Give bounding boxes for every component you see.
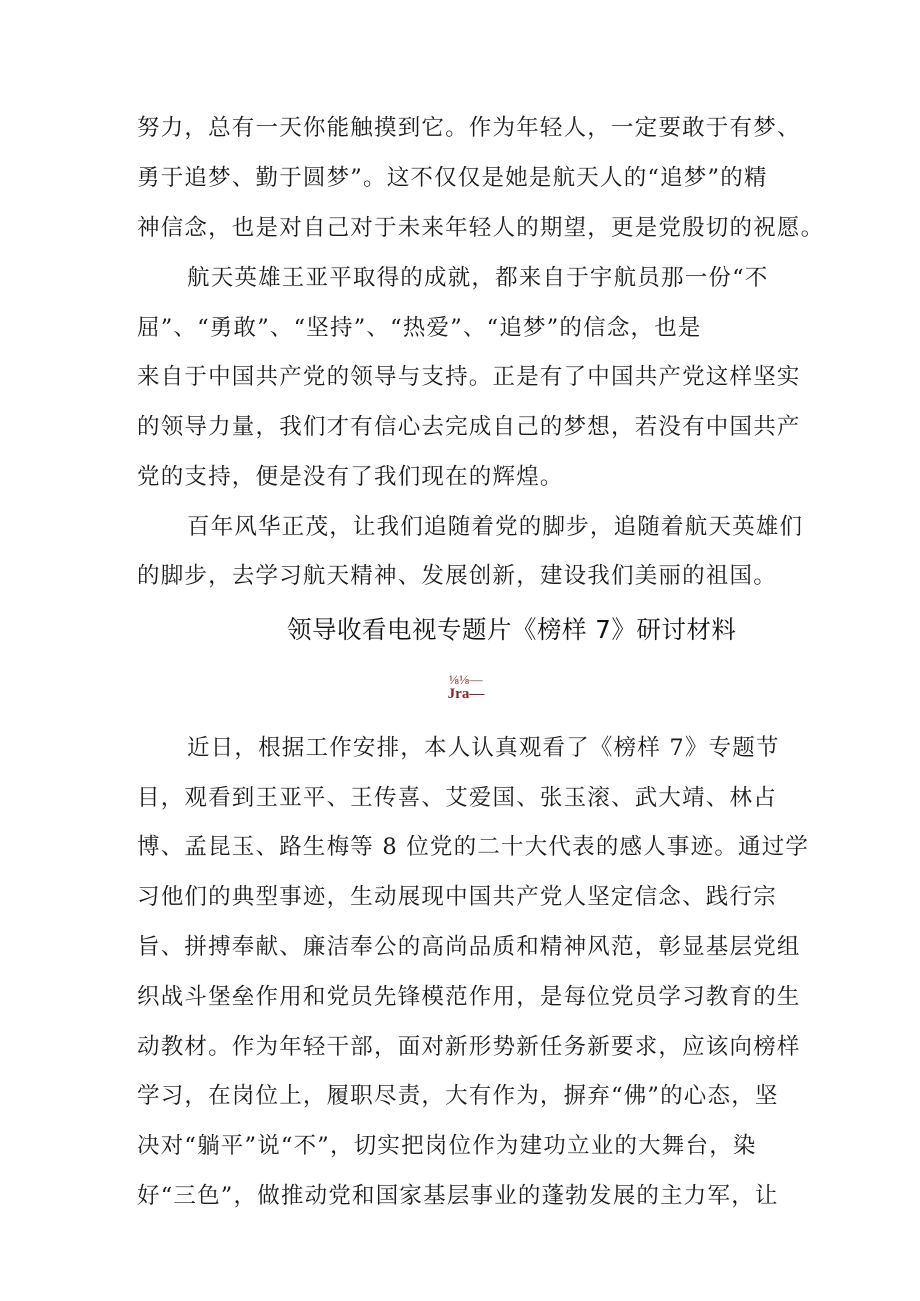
body-line: 勇于追梦、勤于圆梦”。这不仅仅是她是航天人的“追梦”的精	[137, 165, 768, 191]
body-line: 目，观看到王亚平、王传喜、艾爱国、张玉滚、武大靖、林占	[137, 785, 777, 811]
body-line-indented: 百年风华正茂，让我们追随着党的脚步，追随着航天英雄们	[187, 514, 804, 540]
body-line: 动教材。作为年轻干部，面对新形势新任务新要求，应该向榜样	[137, 1034, 801, 1060]
author-stamp	[438, 672, 494, 702]
body-line: 织战斗堡垒作用和党员先锋模范作用，是每位党员学习教育的生	[137, 984, 801, 1010]
body-line: 旨、拼搏奉献、廉洁奉公的高尚品质和精神风范，彰显基层党组	[137, 934, 801, 960]
body-line: 好“三色”，做推动党和国家基层事业的蓬勃发展的主力军，让	[137, 1183, 779, 1209]
body-line: 党的支持，便是没有了我们现在的辉煌。	[137, 464, 564, 490]
body-line: 的领导力量，我们才有信心去完成自己的梦想，若没有中国共产	[137, 414, 801, 440]
body-line-indented: 近日，根据工作安排，本人认真观看了《榜样 7》专题节	[187, 735, 780, 761]
body-line: 博、孟昆玉、路生梅等 8 位党的二十大代表的感人事迹。通过学	[137, 834, 810, 860]
section-title: 领导收看电视专题片《榜样 7》研讨材料	[287, 615, 737, 644]
body-line: 决对“躺平”说“不”，切实把岗位作为建功立业的大舞台，染	[137, 1133, 757, 1159]
stamp-line-2: Jra—	[447, 686, 485, 702]
body-line: 屈”、“勇敢”、“坚持”、“热爱”、“追梦”的信念，也是	[137, 315, 702, 341]
body-line: 神信念，也是对自己对于未来年轻人的期望，更是党殷切的祝愿。	[137, 215, 825, 241]
body-line: 学习，在岗位上，履职尽责，大有作为，摒弃“佛”的心态，坚	[137, 1083, 779, 1109]
body-line: 习他们的典型事迹，生动展现中国共产党人坚定信念、践行宗	[137, 884, 777, 910]
stamp-line-1: ⅛⅛—	[449, 672, 483, 687]
body-line-indented: 航天英雄王亚平取得的成就，都来自于宇航员那一份“不	[187, 265, 769, 291]
body-line: 努力，总有一天你能触摸到它。作为年轻人，一定要敢于有梦、	[137, 115, 801, 141]
body-line: 来自于中国共产党的领导与支持。正是有了中国共产党这样坚实	[137, 364, 801, 390]
body-line: 的脚步，去学习航天精神、发展创新，建设我们美丽的祖国。	[137, 563, 777, 589]
